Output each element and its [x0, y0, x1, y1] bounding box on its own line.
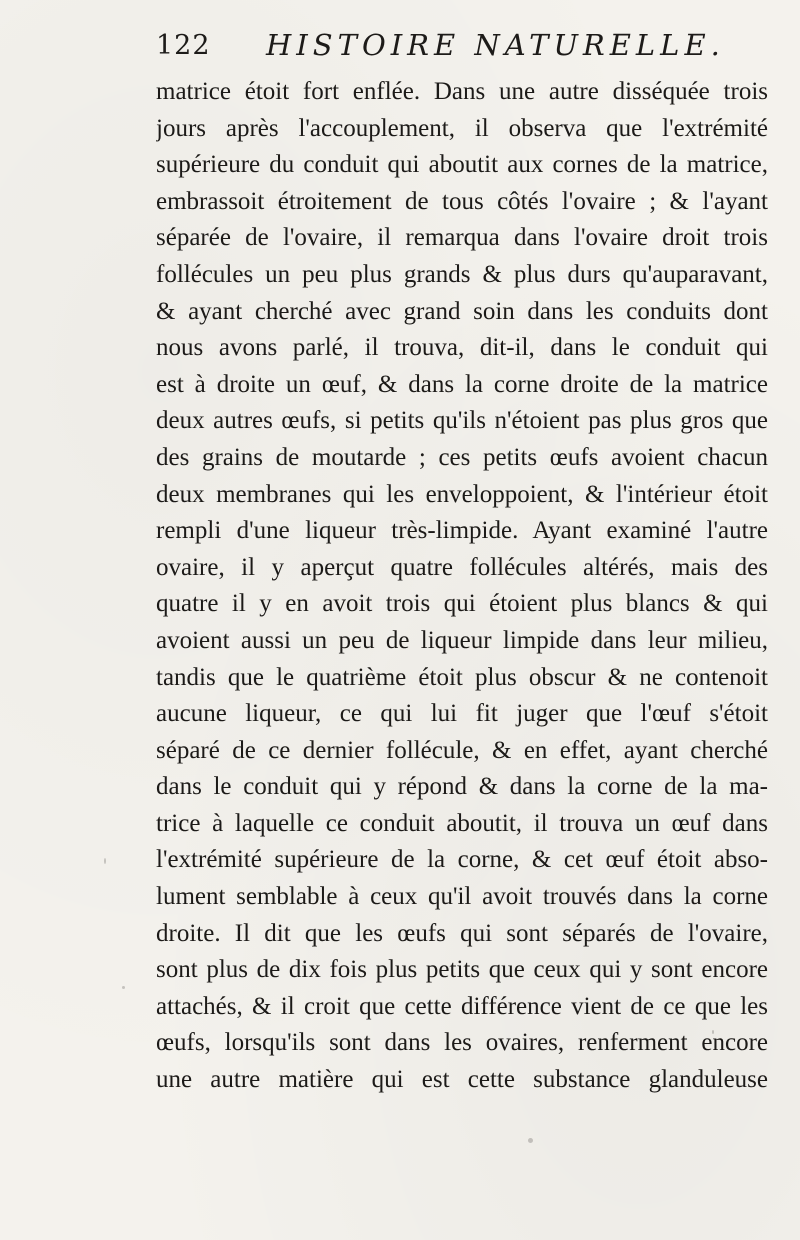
text-line: droite. Il dit que les œufs qui sont séparés de l'ovaire, [156, 919, 768, 947]
running-title: HISTOIRE NATURELLE. [266, 28, 725, 62]
text-line: aucune liqueur, ce qui lui fit juger que l'œuf s'étoit [156, 700, 768, 728]
running-head [156, 28, 725, 64]
text-line: nous avons parlé, il trouva, dit-il, dans le conduit qui [156, 334, 768, 362]
text-line: deux membranes qui les enveloppoient, & l'intérieur étoit [156, 480, 768, 508]
text-line: trice à laquelle ce conduit aboutit, il trouva un œuf dans [156, 809, 768, 837]
text-line: matrice étoit fort enflée. Dans une autre disséquée trois [156, 78, 768, 105]
text-line: lument semblable à ceux qu'il avoit trouvés dans la corne [156, 883, 768, 911]
text-line: embrassoit étroitement de tous côtés l'ovaire ; & l'ayant [156, 187, 768, 215]
text-line: supérieure du conduit qui aboutit aux cornes de la matrice, [156, 151, 768, 179]
text-line: quatre il y en avoit trois qui étoient plus blancs & qui [156, 590, 768, 618]
text-line: & ayant cherché avec grand soin dans les conduits dont [156, 297, 768, 325]
text-line: tandis que le quatrième étoit plus obscur & ne contenoit [156, 663, 768, 691]
text-line: deux autres œufs, si petits qu'ils n'étoient pas plus gros que [156, 407, 768, 435]
text-line: séparée de l'ovaire, il remarqua dans l'ovaire droit trois [156, 224, 768, 252]
text-line: œufs, lorsqu'ils sont dans les ovaires, renferment encore [156, 1029, 768, 1057]
text-line: attachés, & il croit que cette différence vient de ce que les [156, 992, 768, 1020]
paper-speck [712, 1030, 714, 1034]
paper-speck [122, 986, 125, 989]
text-line: dans le conduit qui y répond & dans la corne de la ma- [156, 773, 768, 801]
text-line: une autre matière qui est cette substance glanduleuse [156, 1066, 768, 1094]
text-line: follécules un peu plus grands & plus durs qu'auparavant, [156, 260, 768, 288]
text-line: séparé de ce dernier follécule, & en effet, ayant cherché [156, 736, 768, 764]
text-line: rempli d'une liqueur très-limpide. Ayant examiné l'autre [156, 517, 768, 545]
page-number: 122 [156, 30, 211, 61]
text-line: des grains de moutarde ; ces petits œufs avoient chacun [156, 443, 768, 471]
paper-speck [104, 858, 106, 864]
text-line: avoient aussi un peu de liqueur limpide dans leur milieu, [156, 626, 768, 654]
body-text [156, 74, 768, 1099]
text-line: l'extrémité supérieure de la corne, & cet œuf étoit abso- [156, 846, 768, 874]
text-line: est à droite un œuf, & dans la corne droite de la matrice [156, 370, 768, 398]
paper-speck [528, 1138, 533, 1143]
text-line: jours après l'accouplement, il observa que l'extrémité [156, 114, 768, 142]
text-line: sont plus de dix fois plus petits que ceux qui y sont encore [156, 956, 768, 984]
text-line: ovaire, il y aperçut quatre follécules altérés, mais des [156, 553, 768, 581]
